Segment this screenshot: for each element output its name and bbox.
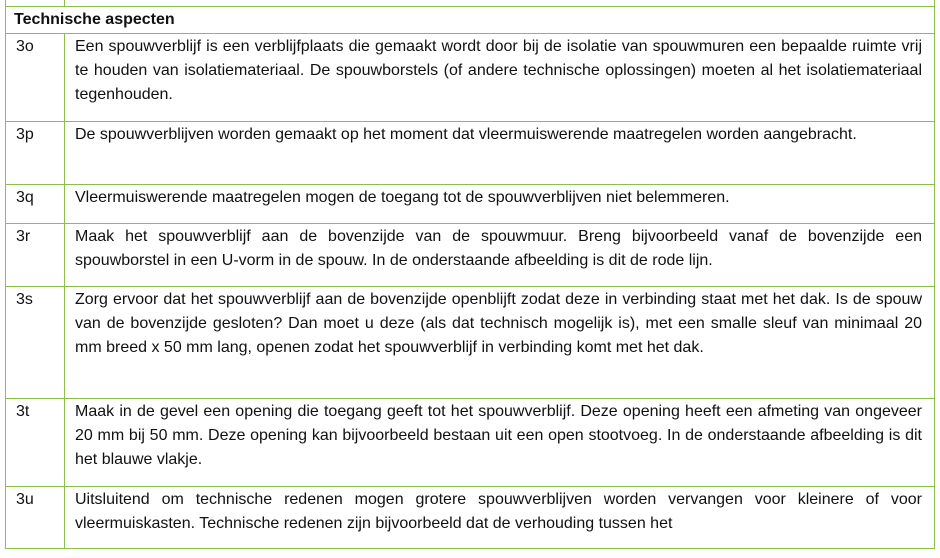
table-row [6, 122, 935, 185]
document-page [5, 0, 935, 558]
row-text: Vleermuiswerende maatregelen mogen de toegang tot de spouwverblijven niet belemmeren. [65, 185, 935, 224]
table-row [6, 185, 935, 224]
requirements-table [5, 0, 935, 549]
table-row [6, 487, 935, 549]
table-row [6, 34, 935, 122]
row-id: 3s [6, 287, 65, 399]
table-row [6, 399, 935, 487]
row-id: 3u [6, 487, 65, 549]
table-row [6, 224, 935, 287]
row-id: 3t [6, 399, 65, 487]
row-text: Zorg ervoor dat het spouwverblijf aan de bovenzijde openblijft zodat deze in verbinding staat met het dak. Is de spouw van de bovenzijde gesloten? Dan moet u deze (als dat technisch mogelijk is), met een smalle sleuf van minimaal 20 mm breed x 50 mm lang, openen zodat het spouwverblijf in verbinding komt met het dak. [65, 287, 935, 399]
row-text: Uitsluitend om technische redenen mogen grotere spouwverblijven worden vervangen voor kleinere of voor vleermuiskasten. Technische redenen zijn bijvoorbeeld dat de verhouding tussen het [65, 487, 935, 549]
row-id: 3q [6, 185, 65, 224]
row-text: De spouwverblijven worden gemaakt op het moment dat vleermuiswerende maatregelen worden aangebracht. [65, 122, 935, 185]
row-text: Maak in de gevel een opening die toegang geeft tot het spouwverblijf. Deze opening heeft een afmeting van ongeveer 20 mm bij 50 mm. Deze opening kan bijvoorbeeld bestaan uit een open stootvoeg. In de onderstaande afbeelding is dit het blauwe vlakje. [65, 399, 935, 487]
row-id: 3p [6, 122, 65, 185]
table-row [6, 287, 935, 399]
row-id: 3r [6, 224, 65, 287]
section-title: Technische aspecten [6, 7, 935, 34]
row-id: 3o [6, 34, 65, 122]
row-text: Een spouwverblijf is een verblijfplaats die gemaakt wordt door bij de isolatie van spouwmuren een bepaalde ruimte vrij te houden van isolatiemateriaal. De spouwborstels (of andere technische oplossingen) moeten al het isolatiemateriaal tegenhouden. [65, 34, 935, 122]
row-text: Maak het spouwverblijf aan de bovenzijde van de spouwmuur. Breng bijvoorbeeld vanaf de bovenzijde een spouwborstel in een U-vorm in de spouw. In de onderstaande afbeelding is dit de rode lijn. [65, 224, 935, 287]
section-header-row [6, 7, 935, 34]
